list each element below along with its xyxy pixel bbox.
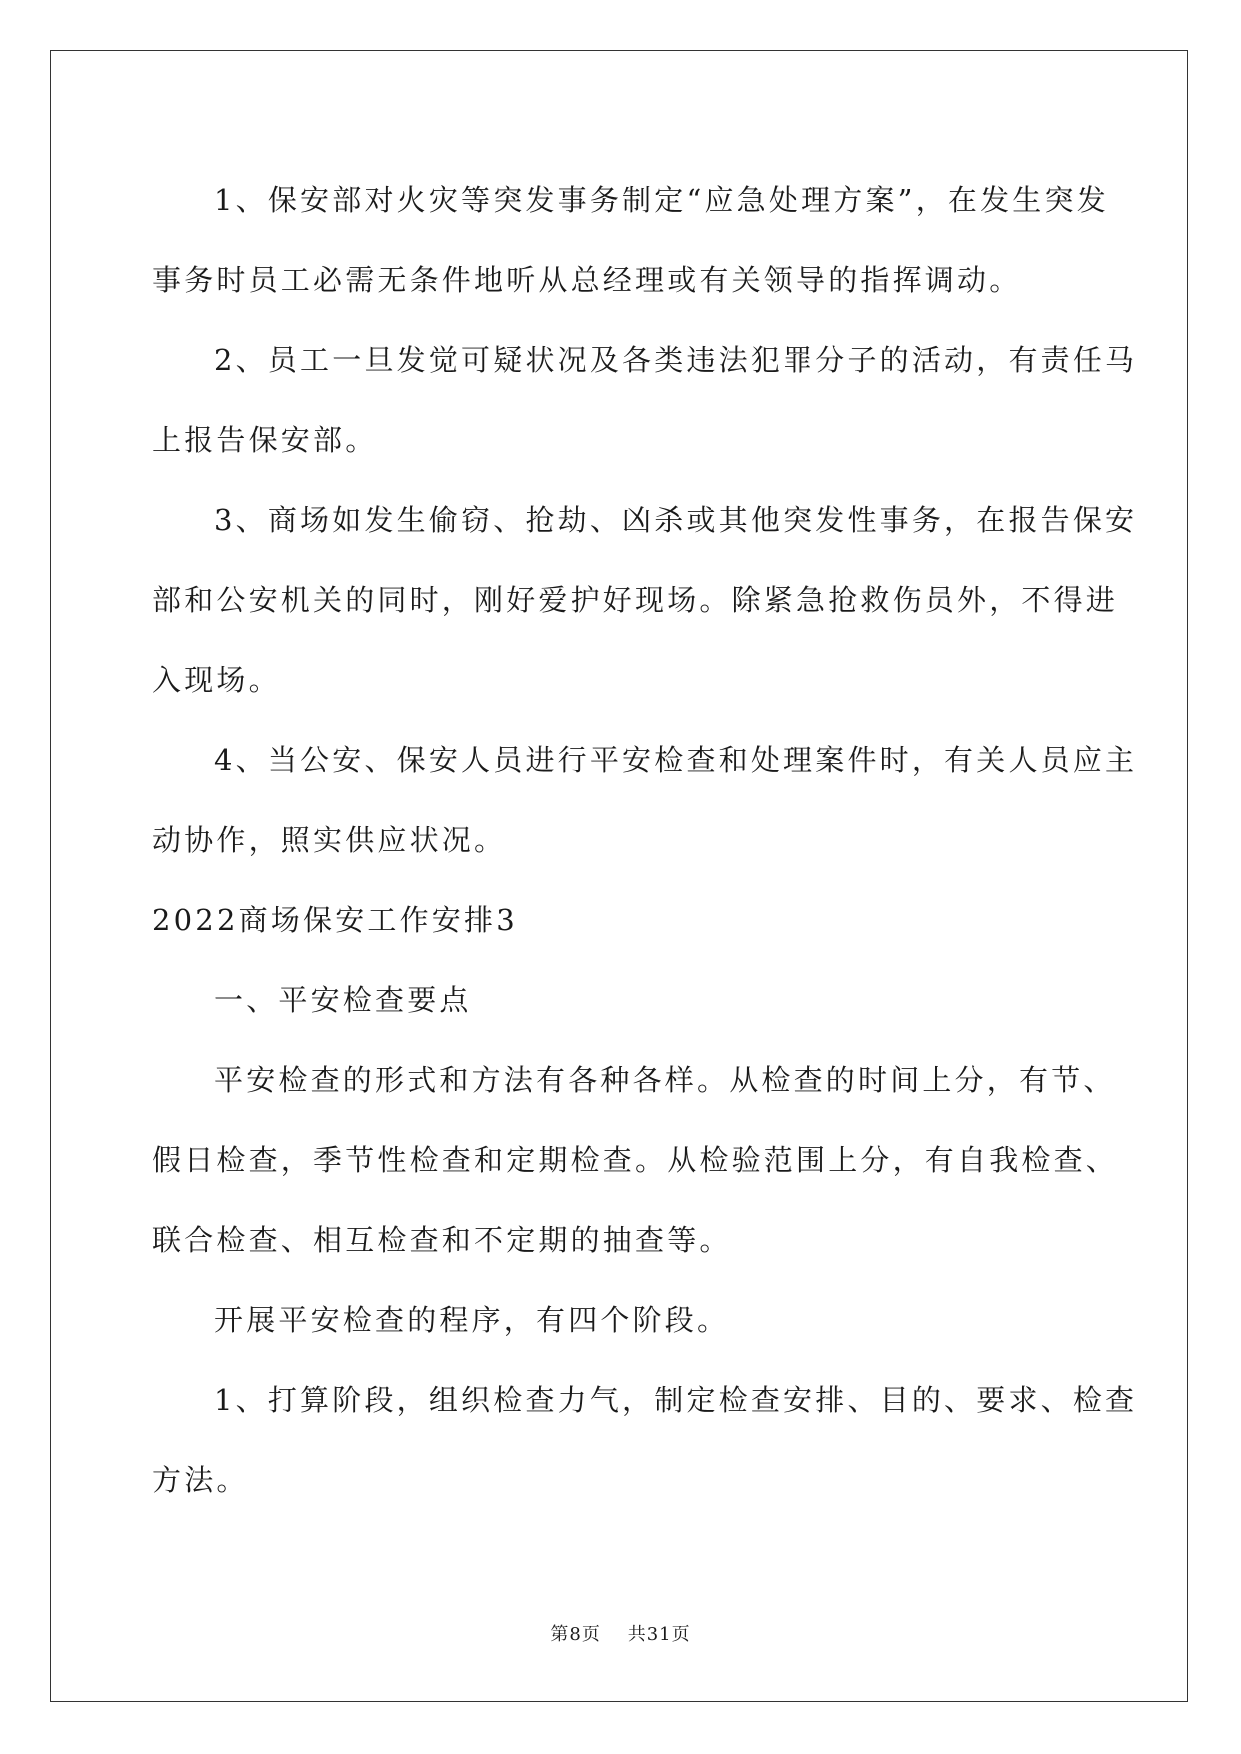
page-number: 第8页: [550, 1624, 601, 1645]
document-body: [152, 160, 1138, 1520]
text-line: 4、当公安、保安人员进行平安检查和处理案件时，有关人员应主: [214, 743, 1138, 777]
section-heading: 2022商场保安工作安排3: [152, 903, 518, 937]
text-line: 动协作，照实供应状况。: [152, 823, 507, 857]
text-line: 上报告保安部。: [152, 423, 378, 457]
text-line: 假日检查，季节性检查和定期检查。从检验范围上分，有自我检查、: [152, 1143, 1119, 1177]
text-line: 1、保安部对火灾等突发事务制定“应急处理方案”，在发生突发: [214, 183, 1109, 217]
subsection-heading: 一、平安检查要点: [214, 983, 472, 1017]
text-line: 开展平安检查的程序，有四个阶段。: [214, 1303, 730, 1337]
page-footer: [0, 1620, 1241, 1646]
page-total: 共31页: [627, 1624, 691, 1645]
text-line: 3、商场如发生偷窃、抢劫、凶杀或其他突发性事务，在报告保安: [214, 503, 1138, 537]
text-line: 2、员工一旦发觉可疑状况及各类违法犯罪分子的活动，有责任马: [214, 343, 1138, 377]
text-line: 方法。: [152, 1463, 249, 1497]
text-line: 1、打算阶段，组织检查力气，制定检查安排、目的、要求、检查: [214, 1383, 1138, 1417]
text-line: 事务时员工必需无条件地听从总经理或有关领导的指挥调动。: [152, 263, 1022, 297]
text-line: 部和公安机关的同时，刚好爱护好现场。除紧急抢救伤员外，不得进: [152, 583, 1119, 617]
text-line: 平安检查的形式和方法有各种各样。从检查的时间上分，有节、: [214, 1063, 1116, 1097]
text-line: 入现场。: [152, 663, 281, 697]
text-line: 联合检查、相互检查和不定期的抽查等。: [152, 1223, 732, 1257]
